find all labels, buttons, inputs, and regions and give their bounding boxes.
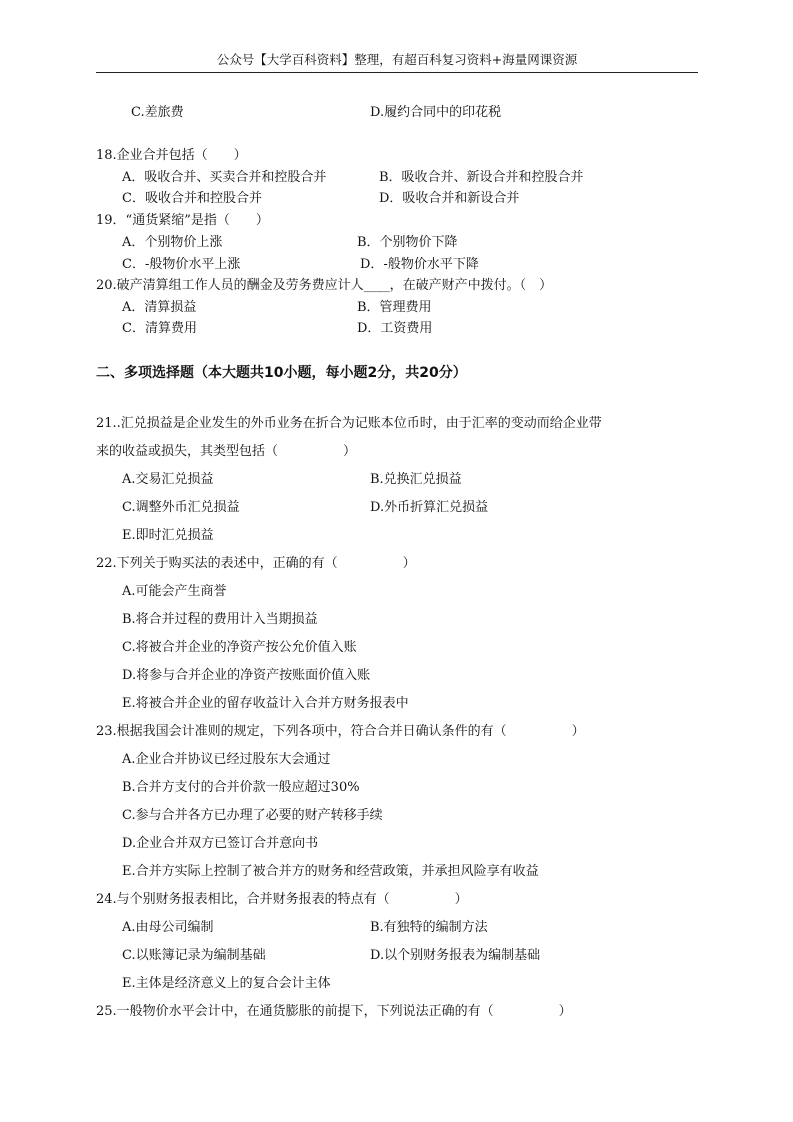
q19-option-c: C．-般物价水平上涨: [122, 257, 241, 272]
q21-option-e: E.即时汇兑损益: [122, 528, 214, 543]
q24-option-a: A.由母公司编制: [122, 920, 214, 935]
q19-option-d: D．-般物价水平下降: [360, 257, 479, 272]
q23-option-e: E.合并方实际上控制了被合并方的财务和经营政策，并承担风险享有收益: [122, 864, 539, 879]
q18-stem: 18.企业合并包括（ ）: [96, 148, 247, 163]
q22-option-d: D.将参与合并企业的净资产按账面价值入账: [122, 668, 371, 683]
q21-option-a: A.交易汇兑损益: [122, 472, 214, 487]
section-heading-multiple-choice: 二、多项选择题（本大题共10小题，每小题2分，共20分）: [96, 365, 467, 381]
q24-stem: 24.与个别财务报表相比，合并财务报表的特点有（ ）: [96, 892, 468, 907]
q18-option-c: C．吸收合并和控股合并: [122, 191, 262, 206]
q21-option-b: B.兑换汇兑损益: [370, 472, 462, 487]
q22-option-e: E.将被合并企业的留存收益计入合并方财务报表中: [122, 696, 409, 711]
q23-option-c: C.参与合并各方已办理了必要的财产转移手续: [122, 808, 383, 823]
q18-option-b: B．吸收合并、新设合并和控股合并: [379, 170, 584, 185]
q23-option-d: D.企业合并双方已签订合并意向书: [122, 836, 319, 851]
q20-option-c: C．清算费用: [122, 321, 197, 336]
q21-stem-line2: 来的收益或损失，其类型包括（ ）: [96, 444, 357, 459]
q23-option-a: A.企业合并协议已经过股东大会通过: [122, 752, 331, 767]
q22-stem: 22.下列关于购买法的表述中，正确的有（ ）: [96, 556, 416, 571]
q17-option-c: C.差旅费: [131, 105, 184, 120]
q20-option-a: A．清算损益: [122, 300, 197, 315]
q22-option-b: B.将合并过程的费用计入当期损益: [122, 612, 318, 627]
q21-stem-line1: 21..汇兑损益是企业发生的外币业务在折合为记账本位币时，由于汇率的变动而给企业带: [96, 416, 602, 431]
q24-option-d: D.以个别财务报表为编制基础: [370, 948, 541, 963]
page-header: 公众号【大学百科资料】整理，有超百科复习资料+海量网课资源: [216, 52, 578, 67]
q19-stem: 19．“通货紧缩”是指（ ）: [96, 213, 269, 228]
q24-option-b: B.有独特的编制方法: [370, 920, 488, 935]
q19-option-a: A．个别物价上涨: [122, 235, 223, 250]
q18-option-a: A．吸收合并、买卖合并和控股合并: [122, 170, 327, 185]
q17-option-d: D.履约合同中的印花税: [370, 105, 502, 120]
q20-option-b: B．管理费用: [357, 300, 432, 315]
q23-stem: 23.根据我国会计准则的规定，下列各项中，符合合并日确认条件的有（ ）: [96, 724, 585, 739]
q21-option-c: C.调整外币汇兑损益: [122, 500, 240, 515]
q23-option-b: B.合并方支付的合并价款一般应超过30%: [122, 780, 360, 795]
q22-option-c: C.将被合并企业的净资产按公允价值入账: [122, 640, 357, 655]
header-rule: [96, 72, 698, 73]
q21-option-d: D.外币折算汇兑损益: [370, 500, 489, 515]
q22-option-a: A.可能会产生商誉: [122, 584, 227, 599]
q20-option-d: D．工资费用: [357, 321, 433, 336]
q24-option-e: E.主体是经济意义上的复合会计主体: [122, 976, 331, 991]
q19-option-b: B．个别物价下降: [357, 235, 458, 250]
q20-stem: 20.破产清算组工作人员的酬金及劳务费应计人____，在破产财产中拨付。（ ）: [96, 278, 553, 293]
q18-option-d: D．吸收合并和新设合并: [379, 191, 520, 206]
q25-stem: 25.一般物价水平会计中，在通货膨胀的前提下，下列说法正确的有（ ）: [96, 1004, 572, 1019]
q24-option-c: C.以账簿记录为编制基础: [122, 948, 266, 963]
